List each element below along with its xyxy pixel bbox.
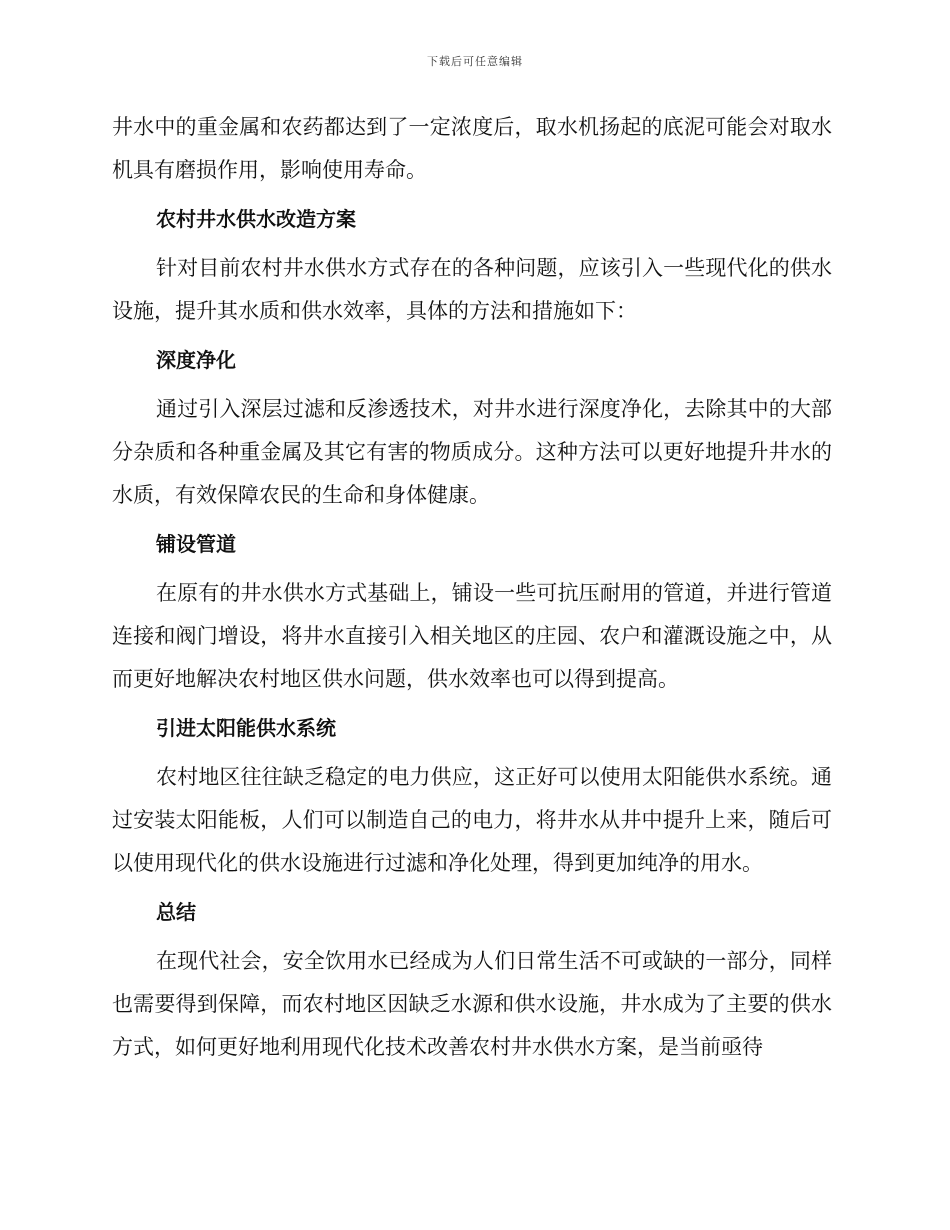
section-heading-renovation-plan: 农村井水供水改造方案: [156, 207, 356, 231]
section-heading-pipelines: 铺设管道: [156, 532, 236, 556]
document-body: [112, 106, 832, 1069]
section-heading-deep-purification: 深度净化: [156, 348, 236, 372]
paragraph-renovation-intro: 针对目前农村井水供水方式存在的各种问题，应该引入一些现代化的供水设施，提升其水质和供水效率，具体的方法和措施如下：: [112, 256, 832, 323]
paragraph-summary: 在现代社会，安全饮用水已经成为人们日常生活不可或缺的一部分，同样也需要得到保障，而农村地区因缺乏水源和供水设施，井水成为了主要的供水方式，如何更好地利用现代化技术改善农村井水供水方案，是当前亟待: [112, 949, 832, 1059]
page-header: 下载后可任意编辑: [427, 55, 523, 68]
paragraph-solar-system: 农村地区往往缺乏稳定的电力供应，这正好可以使用太阳能供水系统。通过安装太阳能板，人们可以制造自己的电力，将井水从井中提升上来，随后可以使用现代化的供水设施进行过滤和净化处理，得到更加纯净的用水。: [112, 765, 832, 875]
paragraph-deep-purification: 通过引入深层过滤和反渗透技术，对井水进行深度净化，去除其中的大部分杂质和各种重金属及其它有害的物质成分。这种方法可以更好地提升井水的水质，有效保障农民的生命和身体健康。: [112, 397, 832, 507]
paragraph-pipelines: 在原有的井水供水方式基础上，铺设一些可抗压耐用的管道，并进行管道连接和阀门增设，将井水直接引入相关地区的庄园、农户和灌溉设施之中，从而更好地解决农村地区供水问题，供水效率也可以得到提高。: [112, 581, 832, 691]
section-heading-solar-system: 引进太阳能供水系统: [156, 716, 336, 740]
paragraph-continuation: 井水中的重金属和农药都达到了一定浓度后，取水机扬起的底泥可能会对取水机具有磨损作用，影响使用寿命。: [112, 115, 832, 182]
section-heading-summary: 总结: [156, 900, 196, 924]
